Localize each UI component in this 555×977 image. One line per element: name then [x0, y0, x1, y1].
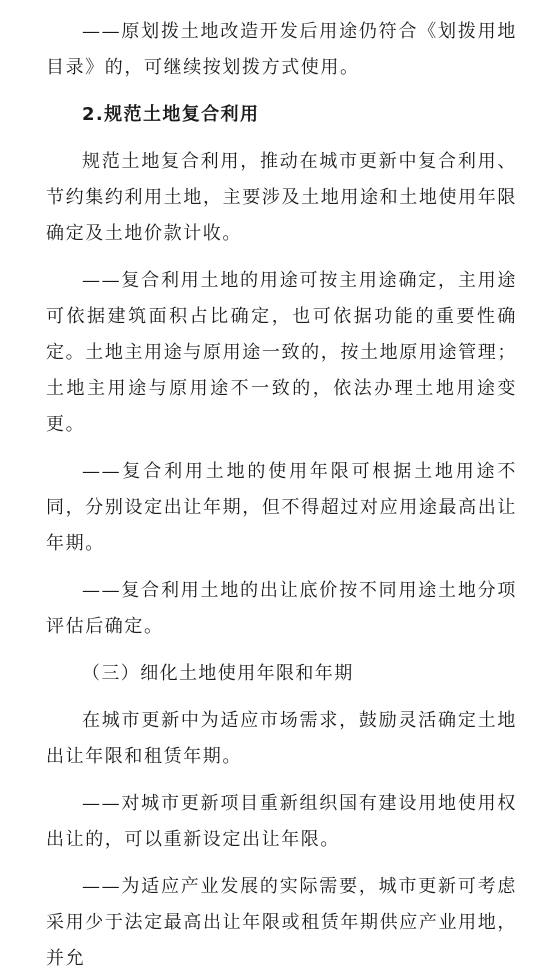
section-heading-compound-use: 2.规范土地复合利用: [82, 104, 260, 125]
section-heading-land-term: （三）细化土地使用年限和年期: [82, 663, 354, 684]
paragraph-term-rule: ——复合利用土地的使用年限可根据土地用途不同，分别设定出让年期，但不得超过对应用途最高出让年期。: [46, 461, 517, 554]
paragraph-industrial-land-rule: ——为适应产业发展的实际需要，城市更新可考虑采用少于法定最高出让年限或租赁年期供应产业用地，并允: [46, 876, 517, 969]
paragraph-reserve-price-rule: ——复合利用土地的出让底价按不同用途土地分项评估后确定。: [46, 580, 517, 637]
paragraph-allocated-land-use: ——原划拨土地改造开发后用途仍符合《划拨用地目录》的，可继续按划拨方式使用。: [46, 21, 517, 78]
paragraph-compound-use-intro: 规范土地复合利用，推动在城市更新中复合利用、节约集约利用土地，主要涉及土地用途和土地使用年限确定及土地价款计收。: [46, 151, 517, 244]
paragraph-reset-term-rule: ——对城市更新项目重新组织国有建设用地使用权出让的，可以重新设定出让年限。: [46, 793, 517, 850]
paragraph-main-use-rule: ——复合利用土地的用途可按主用途确定，主用途可依据建筑面积占比确定，也可依据功能的重要性确定。土地主用途与原用途一致的，按土地原用途管理；土地主用途与原用途不一致的，依法办理土地用途变更。: [46, 270, 517, 435]
paragraph-flexible-term-intro: 在城市更新中为适应市场需求，鼓励灵活确定土地出让年限和租赁年期。: [46, 710, 517, 767]
